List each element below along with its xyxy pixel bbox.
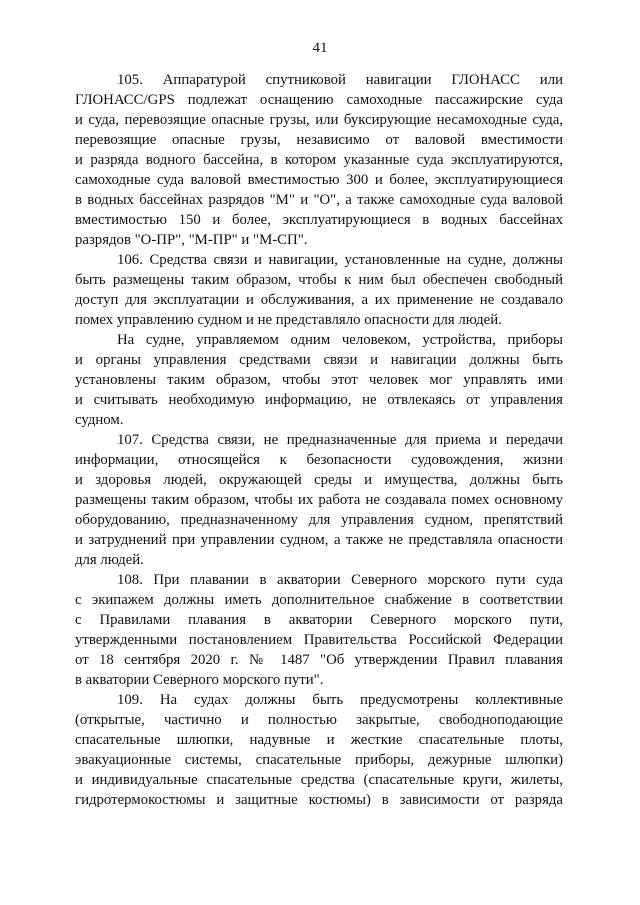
text-line: быть размещены таким образом, чтобы к ним был обеспечен свободный (75, 272, 563, 288)
text-line: размещены таким образом, чтобы их работа не создавала помех основному (75, 492, 563, 508)
text-line: утвержденными постановлением Правительства Российской Федерации (75, 632, 563, 648)
text-line: вместимостью 150 и более, эксплуатирующиеся в водных бассейнах (75, 212, 563, 228)
text-line: На судне, управляемом одним человеком, устройства, приборы (117, 332, 563, 348)
text-line: 107. Средства связи, не предназначенные для приема и передачи (117, 432, 563, 448)
text-line: и разряда водного бассейна, в котором указанные суда эксплуатируются, (75, 152, 563, 168)
text-line: с Правилами плавания в акватории Северного морского пути, (75, 612, 563, 628)
text-line: и суда, перевозящие опасные грузы, или буксирующие несамоходные суда, (75, 112, 563, 128)
document-body (75, 70, 563, 810)
text-line: от 18 сентября 2020 г. № 1487 "Об утверждении Правил плавания (75, 652, 563, 668)
text-line: (открытые, частично и полностью закрытые, свободноподающие (75, 712, 563, 728)
text-line: установлены таким образом, чтобы этот человек мог управлять ими (75, 372, 563, 388)
text-line: 109. На судах должны быть предусмотрены коллективные (117, 692, 563, 708)
text-line: судном. (75, 412, 124, 428)
paragraph-107 (75, 430, 563, 570)
paragraph-105 (75, 70, 563, 250)
text-line: доступ для эксплуатации и обслуживания, а их применение не создавало (75, 292, 563, 308)
text-line: и органы управления средствами связи и навигации должны быть (75, 352, 563, 368)
paragraph-108 (75, 570, 563, 690)
text-line: и индивидуальные спасательные средства (спасательные круги, жилеты, (75, 772, 563, 788)
text-line: и здоровья людей, окружающей среды и имущества, должны быть (75, 472, 563, 488)
page-number: 41 (312, 40, 328, 56)
text-line: для людей. (75, 552, 144, 568)
text-line: информации, относящейся к безопасности судовождения, жизни (75, 452, 563, 468)
text-line: с экипажем должны иметь дополнительное снабжение в соответствии (75, 592, 563, 608)
text-line: в акватории Северного морского пути". (75, 672, 324, 688)
text-line: разрядов "О-ПР", "М-ПР" и "М-СП". (75, 232, 308, 248)
paragraph-106 (75, 250, 563, 330)
text-line: 108. При плавании в акватории Северного морского пути суда (117, 572, 563, 588)
text-line: гидротермокостюмы и защитные костюмы) в зависимости от разряда (75, 792, 563, 808)
text-line: в водных бассейнах разрядов "М" и "О", а также самоходные суда валовой (75, 192, 563, 208)
text-line: ГЛОНАСС/GPS подлежат оснащению самоходные пассажирские суда (75, 92, 563, 108)
text-line: 105. Аппаратурой спутниковой навигации ГЛОНАСС или (117, 72, 563, 88)
text-line: самоходные суда валовой вместимостью 300 и более, эксплуатирующиеся (75, 172, 563, 188)
text-line: помех управлению судном и не представляло опасности для людей. (75, 312, 502, 328)
text-line: и считывать необходимую информацию, не отвлекаясь от управления (75, 392, 563, 408)
text-line: оборудованию, предназначенному для управления судном, препятствий (75, 512, 563, 528)
text-line: эвакуационные системы, спасательные приборы, дежурные шлюпки) (75, 752, 563, 768)
text-line: и затруднений при управлении судном, а также не представляла опасности (75, 532, 563, 548)
text-line: спасательные шлюпки, надувные и жесткие спасательные плоты, (75, 732, 563, 748)
text-line: 106. Средства связи и навигации, установленные на судне, должны (117, 252, 563, 268)
paragraph-106-continued (75, 330, 563, 430)
text-line: перевозящие опасные грузы, независимо от валовой вместимости (75, 132, 563, 148)
paragraph-109 (75, 690, 563, 810)
